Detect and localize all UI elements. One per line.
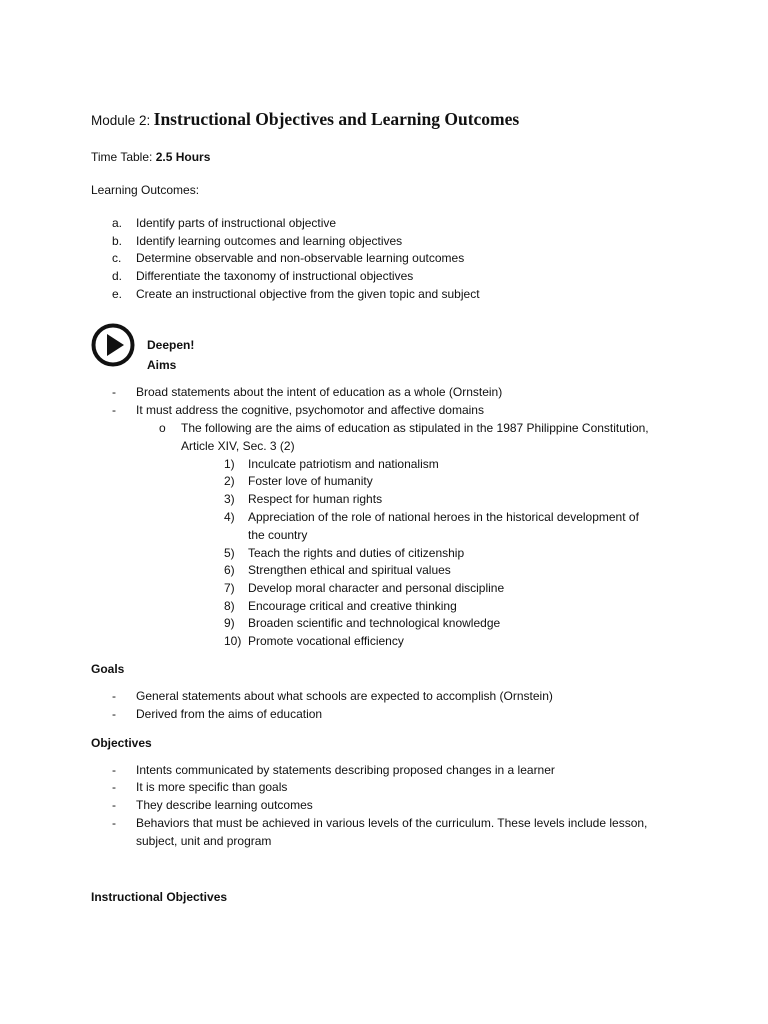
list-text-continued: Article XIV, Sec. 3 (2): [181, 439, 295, 453]
list-text: General statements about what schools are expected to accomplish (Ornstein): [136, 689, 553, 703]
list-text: Strengthen ethical and spiritual values: [248, 563, 451, 577]
list-text: Intents communicated by statements describing proposed changes in a learner: [136, 763, 555, 777]
list-marker: 2): [224, 474, 235, 488]
learning-outcomes-label: Learning Outcomes:: [91, 183, 200, 197]
time-table-label: Time Table:: [91, 150, 153, 164]
bullet-dash: -: [112, 780, 116, 794]
list-marker: 6): [224, 563, 235, 577]
list-text: Create an instructional objective from the given topic and subject: [136, 287, 480, 301]
list-text: Behaviors that must be achieved in various levels of the curriculum. These levels include lesson,: [136, 816, 648, 830]
bullet-dash: -: [112, 385, 116, 399]
list-text: Differentiate the taxonomy of instructional objectives: [136, 269, 414, 283]
list-text: The following are the aims of education as stipulated in the 1987 Philippine Constitution,: [181, 421, 649, 435]
list-marker: e.: [112, 287, 123, 301]
deepen-label: Deepen!: [147, 338, 195, 352]
list-marker: 4): [224, 510, 235, 524]
page-title: [91, 109, 519, 130]
list-text-continued: subject, unit and program: [136, 834, 272, 848]
list-marker: b.: [112, 234, 123, 248]
list-text: They describe learning outcomes: [136, 798, 313, 812]
list-marker: c.: [112, 251, 122, 265]
list-marker: a.: [112, 216, 123, 230]
list-marker: 7): [224, 581, 235, 595]
bullet-dash: -: [112, 689, 116, 703]
goals-heading: Goals: [91, 662, 125, 676]
list-marker: 1): [224, 457, 235, 471]
list-marker: 3): [224, 492, 235, 506]
bullet-dash: -: [112, 763, 116, 777]
list-text: Inculcate patriotism and nationalism: [248, 457, 439, 471]
list-text: Appreciation of the role of national heroes in the historical development of: [248, 510, 639, 524]
bullet-dash: -: [112, 403, 116, 417]
module-title: Instructional Objectives and Learning Outcomes: [153, 109, 520, 129]
list-text: Determine observable and non-observable learning outcomes: [136, 251, 465, 265]
module-label: Module 2:: [91, 113, 151, 128]
list-text: It is more specific than goals: [136, 780, 288, 794]
list-text: Respect for human rights: [248, 492, 383, 506]
list-text: Identify learning outcomes and learning objectives: [136, 234, 403, 248]
list-text: Broad statements about the intent of education as a whole (Ornstein): [136, 385, 503, 399]
bullet-circle: o: [159, 421, 166, 435]
bullet-dash: -: [112, 798, 116, 812]
list-marker: d.: [112, 269, 123, 283]
time-table-value: 2.5 Hours: [155, 150, 211, 164]
aims-heading: Aims: [147, 358, 177, 372]
list-marker: 5): [224, 546, 235, 560]
list-text: Encourage critical and creative thinking: [248, 599, 457, 613]
list-text: Develop moral character and personal discipline: [248, 581, 505, 595]
list-text: Promote vocational efficiency: [248, 634, 404, 648]
bullet-dash: -: [112, 816, 116, 830]
instructional-objectives-heading: Instructional Objectives: [91, 890, 228, 904]
list-text: Derived from the aims of education: [136, 707, 323, 721]
list-text-continued: the country: [248, 528, 308, 542]
list-marker: 8): [224, 599, 235, 613]
list-text: Foster love of humanity: [248, 474, 373, 488]
list-text: Teach the rights and duties of citizenship: [248, 546, 465, 560]
list-marker: 10): [224, 634, 242, 648]
objectives-heading: Objectives: [91, 736, 152, 750]
play-circle-icon: [91, 323, 135, 367]
bullet-dash: -: [112, 707, 116, 721]
list-text: It must address the cognitive, psychomotor and affective domains: [136, 403, 484, 417]
list-text: Identify parts of instructional objective: [136, 216, 337, 230]
list-marker: 9): [224, 616, 235, 630]
time-table: [91, 150, 210, 164]
list-text: Broaden scientific and technological knowledge: [248, 616, 501, 630]
